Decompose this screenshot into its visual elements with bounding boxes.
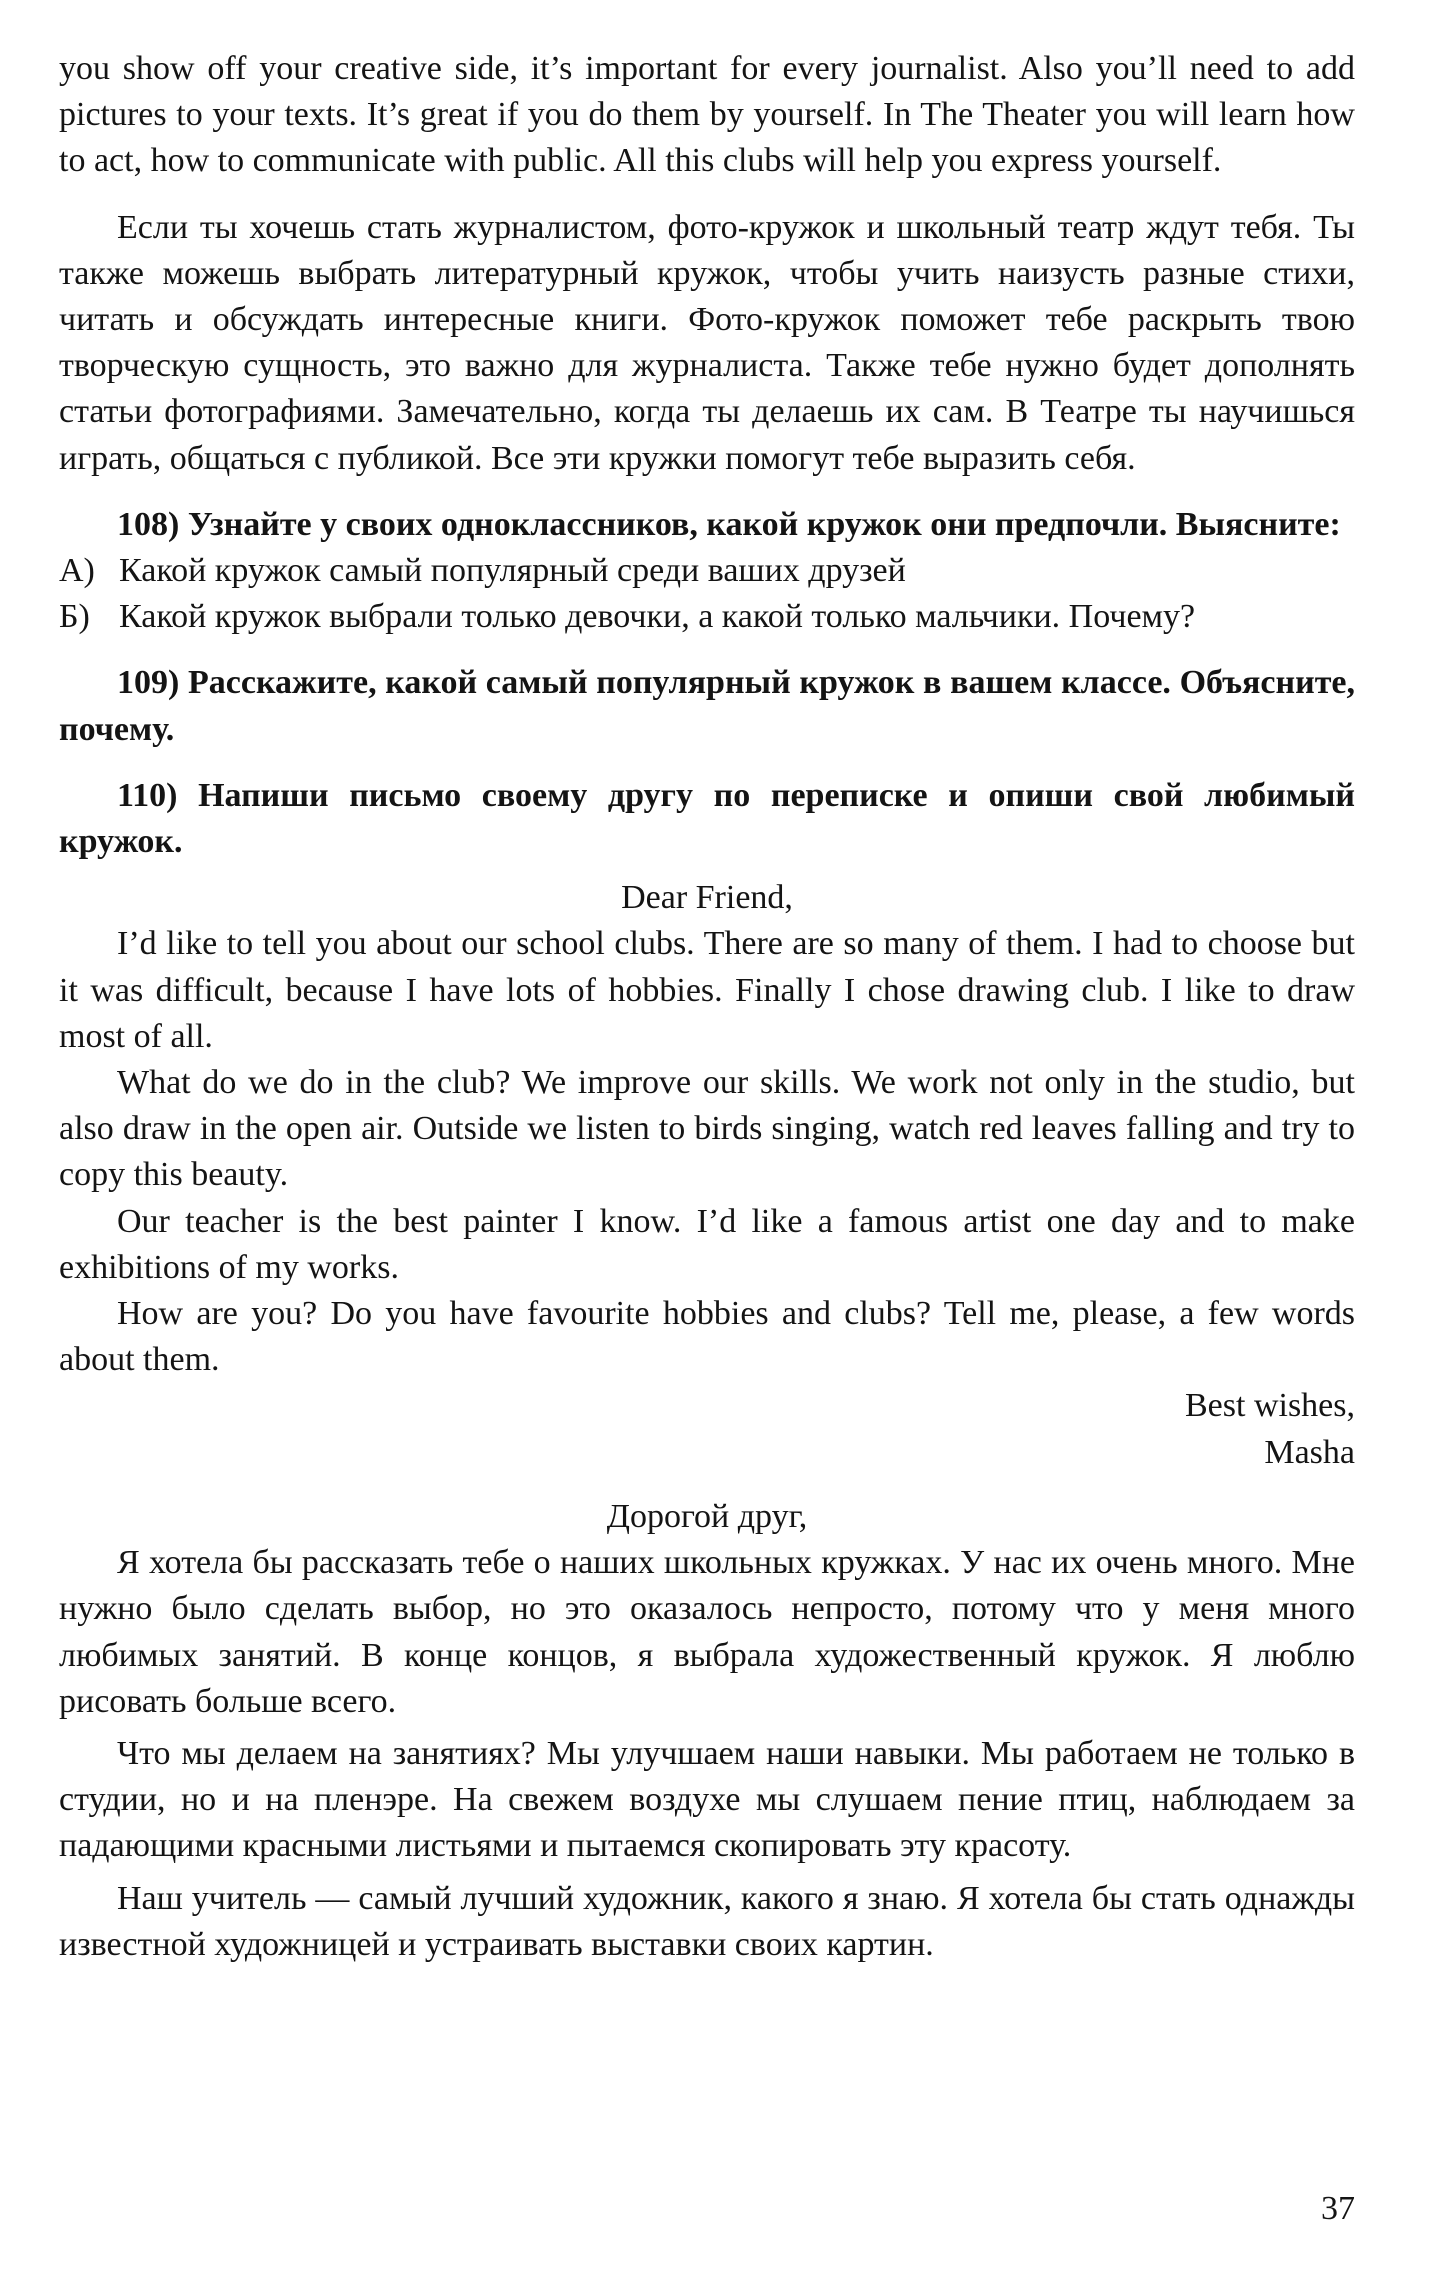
letter-paragraph-ru: Что мы делаем на занятиях? Мы улучшаем наши навыки. Мы работаем не только в студии, но и на пленэре. На свежем воздухе мы слушаем пение птиц, наблюдаем за падающими красными листьями и пытаемся скопировать эту красоту.: [59, 1734, 1355, 1865]
letter-paragraph-ru: Я хотела бы рассказать тебе о наших школьных кружках. У нас их очень много. Мне нужно было сделать выбор, но это оказалось непросто, потому что у меня много любимых занятий. В конце концов, я выбрала художественный кружок. Я люблю рисовать больше всего.: [59, 1544, 1355, 1720]
item-marker: А): [59, 552, 95, 590]
task-110-heading: 110) Напиши письмо своему другу по переписке и опиши свой любимый кружок.: [59, 776, 1355, 861]
letter-paragraph-ru: Наш учитель — самый лучший художник, какого я знаю. Я хотела бы стать однажды известной художницей и устраивать выставки своих картин.: [59, 1879, 1355, 1963]
letter-greeting-english: Dear Friend,: [621, 879, 793, 917]
task-108-heading: 108) Узнайте у своих одноклассников, какой кружок они предпочли. Выясните:: [117, 505, 1341, 543]
item-text: Какой кружок выбрали только девочки, а какой только мальчики. Почему?: [119, 598, 1196, 636]
letter-greeting-russian: Дорогой друг,: [606, 1497, 808, 1535]
intro-russian-paragraph: Если ты хочешь стать журналистом, фото-кружок и школьный театр ждут тебя. Ты также можешь выбрать литературный кружок, чтобы учить наизусть разные стихи, читать и обсуждать интересные книги. Фото-кружок поможет тебе раскрыть твою творческую сущность, это важно для журналиста. Также тебе нужно будет дополнять статьи фотографиями. Замечательно, когда ты делаешь их сам. В Театре ты научишься играть, общаться с публикой. Все эти кружки помогут тебе выразить себя.: [59, 208, 1355, 477]
task-108-item-b: [59, 594, 1355, 640]
intro-english-paragraph: you show off your creative side, it’s important for every journalist. Also you’ll need to add pictures to your texts. It’s great if you do them by yourself. In The Theater you will learn how to act, how to communicate with public. All this clubs will help you express yourself.: [59, 50, 1355, 180]
letter-paragraph: What do we do in the club? We improve our skills. We work not only in the studio, but also draw in the open air. Outside we listen to birds singing, watch red leaves falling and try to copy this beauty.: [59, 1064, 1355, 1194]
letter-paragraph: Our teacher is the best painter I know. I’d like a famous artist one day and to make exhibitions of my works.: [59, 1202, 1355, 1286]
page-body: [59, 46, 1355, 1968]
letter-paragraph: I’d like to tell you about our school clubs. There are so many of them. I had to choose but it was difficult, because I have lots of hobbies. Finally I chose drawing club. I like to draw most of all.: [59, 925, 1355, 1055]
letter-paragraph: How are you? Do you have favourite hobbies and clubs? Tell me, please, a few words about them.: [59, 1295, 1355, 1379]
item-marker: Б): [59, 598, 90, 636]
letter-closing: Best wishes,: [1185, 1387, 1355, 1425]
task-108-item-a: [59, 548, 1355, 594]
letter-signature: Masha: [1264, 1433, 1355, 1471]
task-109-heading: 109) Расскажите, какой самый популярный кружок в вашем классе. Объясните, почему.: [59, 664, 1355, 748]
page-number: 37: [1321, 2190, 1355, 2227]
item-text: Какой кружок самый популярный среди ваших друзей: [119, 552, 906, 590]
